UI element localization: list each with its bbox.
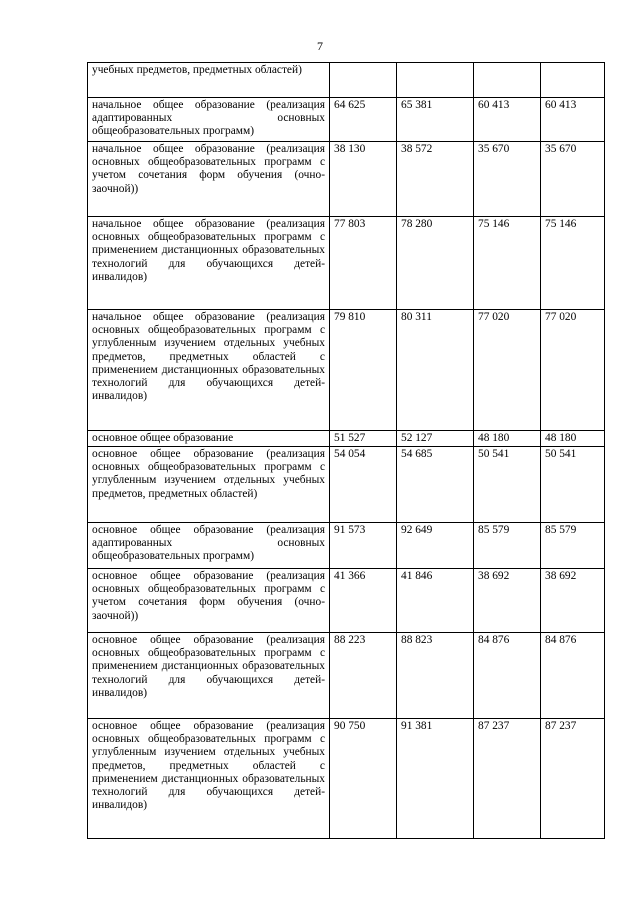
value-col-3: 85 579 bbox=[474, 523, 541, 569]
value-col-2: 38 572 bbox=[397, 142, 474, 217]
row-description: основное общее образование bbox=[88, 431, 330, 447]
table-row bbox=[88, 310, 605, 431]
value-col-4: 84 876 bbox=[541, 633, 605, 719]
value-col-3: 60 413 bbox=[474, 98, 541, 142]
value-col-2: 91 381 bbox=[397, 719, 474, 839]
value-col-2: 65 381 bbox=[397, 98, 474, 142]
table-row bbox=[88, 447, 605, 523]
value-col-1: 54 054 bbox=[330, 447, 397, 523]
row-description: начальное общее образование (реализация основных общеобразовательных программ с применением дистанционных образовательных технологий для обучающихся детей-инвалидов) bbox=[88, 217, 330, 310]
table-row bbox=[88, 719, 605, 839]
row-description: основное общее образование (реализация основных общеобразовательных программ с учетом сочетания форм обучения (очно-заочной)) bbox=[88, 569, 330, 633]
value-col-4: 50 541 bbox=[541, 447, 605, 523]
value-col-4: 85 579 bbox=[541, 523, 605, 569]
row-description: основное общее образование (реализация основных общеобразовательных программ с углубленным изучением отдельных учебных предметов, предметных областей) bbox=[88, 447, 330, 523]
table-row bbox=[88, 431, 605, 447]
page-number: 7 bbox=[317, 39, 323, 53]
value-col-3: 50 541 bbox=[474, 447, 541, 523]
value-col-2: 78 280 bbox=[397, 217, 474, 310]
value-col-3: 84 876 bbox=[474, 633, 541, 719]
value-col-3: 35 670 bbox=[474, 142, 541, 217]
value-col-1: 38 130 bbox=[330, 142, 397, 217]
table-body bbox=[88, 63, 605, 839]
value-col-1: 64 625 bbox=[330, 98, 397, 142]
row-description: основное общее образование (реализация адаптированных основных общеобразовательных программ) bbox=[88, 523, 330, 569]
value-col-4: 87 237 bbox=[541, 719, 605, 839]
value-col-4: 77 020 bbox=[541, 310, 605, 431]
value-col-2: 41 846 bbox=[397, 569, 474, 633]
value-col-1: 88 223 bbox=[330, 633, 397, 719]
table-row bbox=[88, 217, 605, 310]
table-row bbox=[88, 633, 605, 719]
value-col-3: 77 020 bbox=[474, 310, 541, 431]
value-col-4: 60 413 bbox=[541, 98, 605, 142]
row-description: начальное общее образование (реализация основных общеобразовательных программ с учетом сочетания форм обучения (очно-заочной)) bbox=[88, 142, 330, 217]
value-col-2: 80 311 bbox=[397, 310, 474, 431]
value-col-3: 48 180 bbox=[474, 431, 541, 447]
value-col-3: 38 692 bbox=[474, 569, 541, 633]
cost-table bbox=[87, 62, 605, 839]
value-col-4: 48 180 bbox=[541, 431, 605, 447]
value-col-2: 54 685 bbox=[397, 447, 474, 523]
value-col-4 bbox=[541, 63, 605, 98]
table-row bbox=[88, 569, 605, 633]
row-description: основное общее образование (реализация основных общеобразовательных программ с применением дистанционных образовательных технологий для обучающихся детей-инвалидов) bbox=[88, 633, 330, 719]
value-col-3 bbox=[474, 63, 541, 98]
value-col-1: 51 527 bbox=[330, 431, 397, 447]
row-description: учебных предметов, предметных областей) bbox=[88, 63, 330, 98]
value-col-3: 75 146 bbox=[474, 217, 541, 310]
row-description: начальное общее образование (реализация адаптированных основных общеобразовательных программ) bbox=[88, 98, 330, 142]
value-col-2 bbox=[397, 63, 474, 98]
value-col-2: 92 649 bbox=[397, 523, 474, 569]
value-col-1: 91 573 bbox=[330, 523, 397, 569]
value-col-1: 77 803 bbox=[330, 217, 397, 310]
table-row bbox=[88, 98, 605, 142]
value-col-4: 35 670 bbox=[541, 142, 605, 217]
row-description: начальное общее образование (реализация основных общеобразовательных программ с углубленным изучением отдельных учебных предметов, предметных областей с применением дистанционных образовательных технологий для обучающихся детей-инвалидов) bbox=[88, 310, 330, 431]
value-col-1: 41 366 bbox=[330, 569, 397, 633]
value-col-2: 52 127 bbox=[397, 431, 474, 447]
value-col-1 bbox=[330, 63, 397, 98]
value-col-1: 79 810 bbox=[330, 310, 397, 431]
value-col-4: 38 692 bbox=[541, 569, 605, 633]
table-row bbox=[88, 63, 605, 98]
value-col-2: 88 823 bbox=[397, 633, 474, 719]
value-col-1: 90 750 bbox=[330, 719, 397, 839]
row-description: основное общее образование (реализация основных общеобразовательных программ с углубленным изучением отдельных учебных предметов, предметных областей с применением дистанционных образовательных технологий для обучающихся детей-инвалидов) bbox=[88, 719, 330, 839]
table-row bbox=[88, 142, 605, 217]
table-row bbox=[88, 523, 605, 569]
value-col-4: 75 146 bbox=[541, 217, 605, 310]
value-col-3: 87 237 bbox=[474, 719, 541, 839]
